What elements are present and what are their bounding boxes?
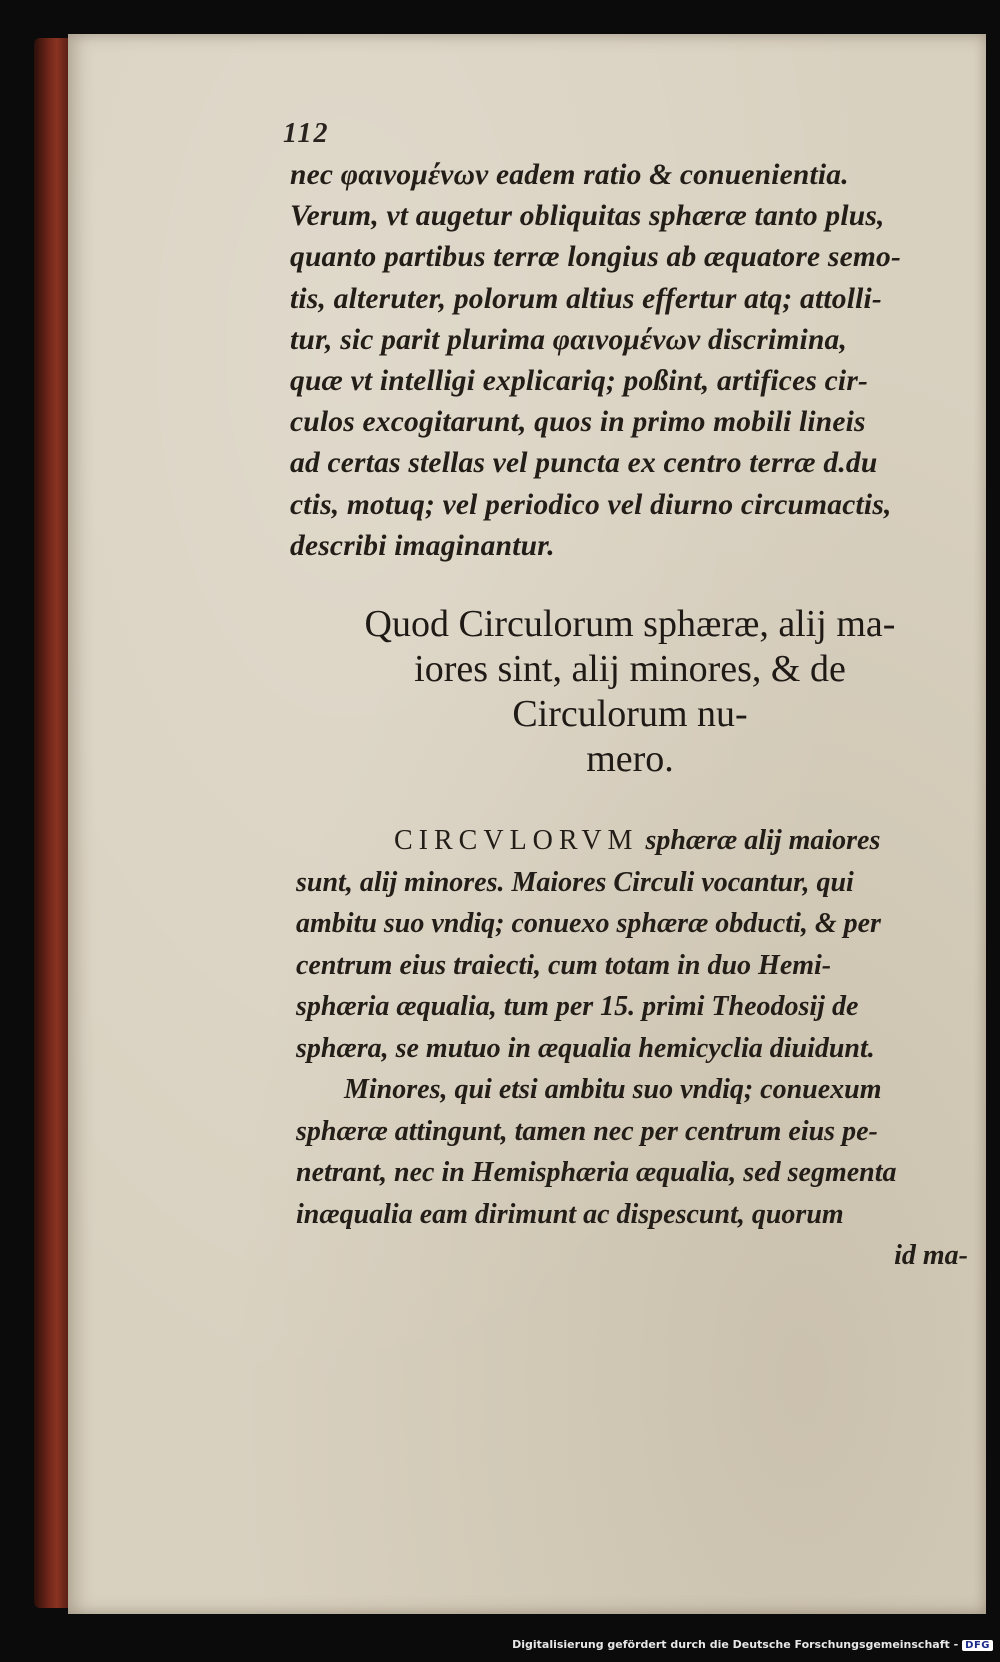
dfg-logo: DFG [962, 1640, 993, 1651]
heading-line: Quod Circulorum sphæræ, alij ma- [364, 603, 896, 645]
section-heading [300, 602, 960, 782]
text-line: sphæræ attingunt, tamen nec per centrum eius pe- [296, 1115, 878, 1147]
heading-line: iores sint, alij minores, & de [414, 648, 846, 690]
heading-line: Circulorum nu- [512, 693, 748, 735]
text-line: Minores, qui etsi ambitu suo vndiq; conuexum [344, 1074, 882, 1105]
text-line: quanto partibus terræ longius ab æquatore semo- [290, 241, 901, 274]
text-line: Verum, vt augetur obliquitas sphæræ tanto plus, [290, 200, 885, 233]
text-line: inæqualia eam dirimunt ac dispescunt, quorum [296, 1198, 844, 1230]
text-line: culos excogitarunt, quos in primo mobili lineis [290, 406, 866, 439]
paragraph-intro [290, 155, 970, 567]
page-number: 112 [283, 118, 330, 149]
text-line: quæ vt intelligi explicariq; poßint, artifices cir- [290, 365, 869, 398]
text-line-first [296, 820, 976, 862]
text-line: centrum eius traiecti, cum totam in duo Hemi- [296, 949, 832, 981]
text-line: ambitu suo vndiq; conuexo sphæræ obducti, & per [296, 908, 881, 939]
book-spine-edge [34, 38, 72, 1608]
footer-text: Digitalisierung gefördert durch die Deutsche Forschungsgemeinschaft - [512, 1638, 959, 1651]
heading-line: mero. [586, 738, 674, 780]
text-line: nec φαινομένων eadem ratio & conuenientia. [290, 159, 849, 191]
text-line: netrant, nec in Hemisphæria æqualia, sed segmenta [296, 1157, 897, 1188]
first-line-rest: sphæræ alij maiores [645, 825, 881, 856]
paragraph-circles [296, 820, 976, 1277]
text-line: tur, sic parit plurima φαινομένων discrimina, [290, 323, 848, 356]
catchword: id ma- [894, 1240, 968, 1271]
text-line: describi imaginantur. [290, 529, 555, 562]
text-line: sphæria æqualia, tum per 15. primi Theodosij de [296, 991, 859, 1022]
digitization-footer [0, 1638, 993, 1651]
text-line: sunt, alij minores. Maiores Circuli vocantur, qui [296, 866, 854, 898]
text-line: sphæra, se mutuo in æqualia hemicyclia diuidunt. [296, 1032, 875, 1064]
drop-word: CIRCVLORVM [394, 825, 639, 856]
text-line: ad certas stellas vel puncta ex centro terræ d.du [290, 447, 878, 480]
text-line: tis, alteruter, polorum altius effertur atq; attolli- [290, 282, 882, 315]
text-line: ctis, motuq; vel periodico vel diurno circumactis, [290, 488, 892, 521]
